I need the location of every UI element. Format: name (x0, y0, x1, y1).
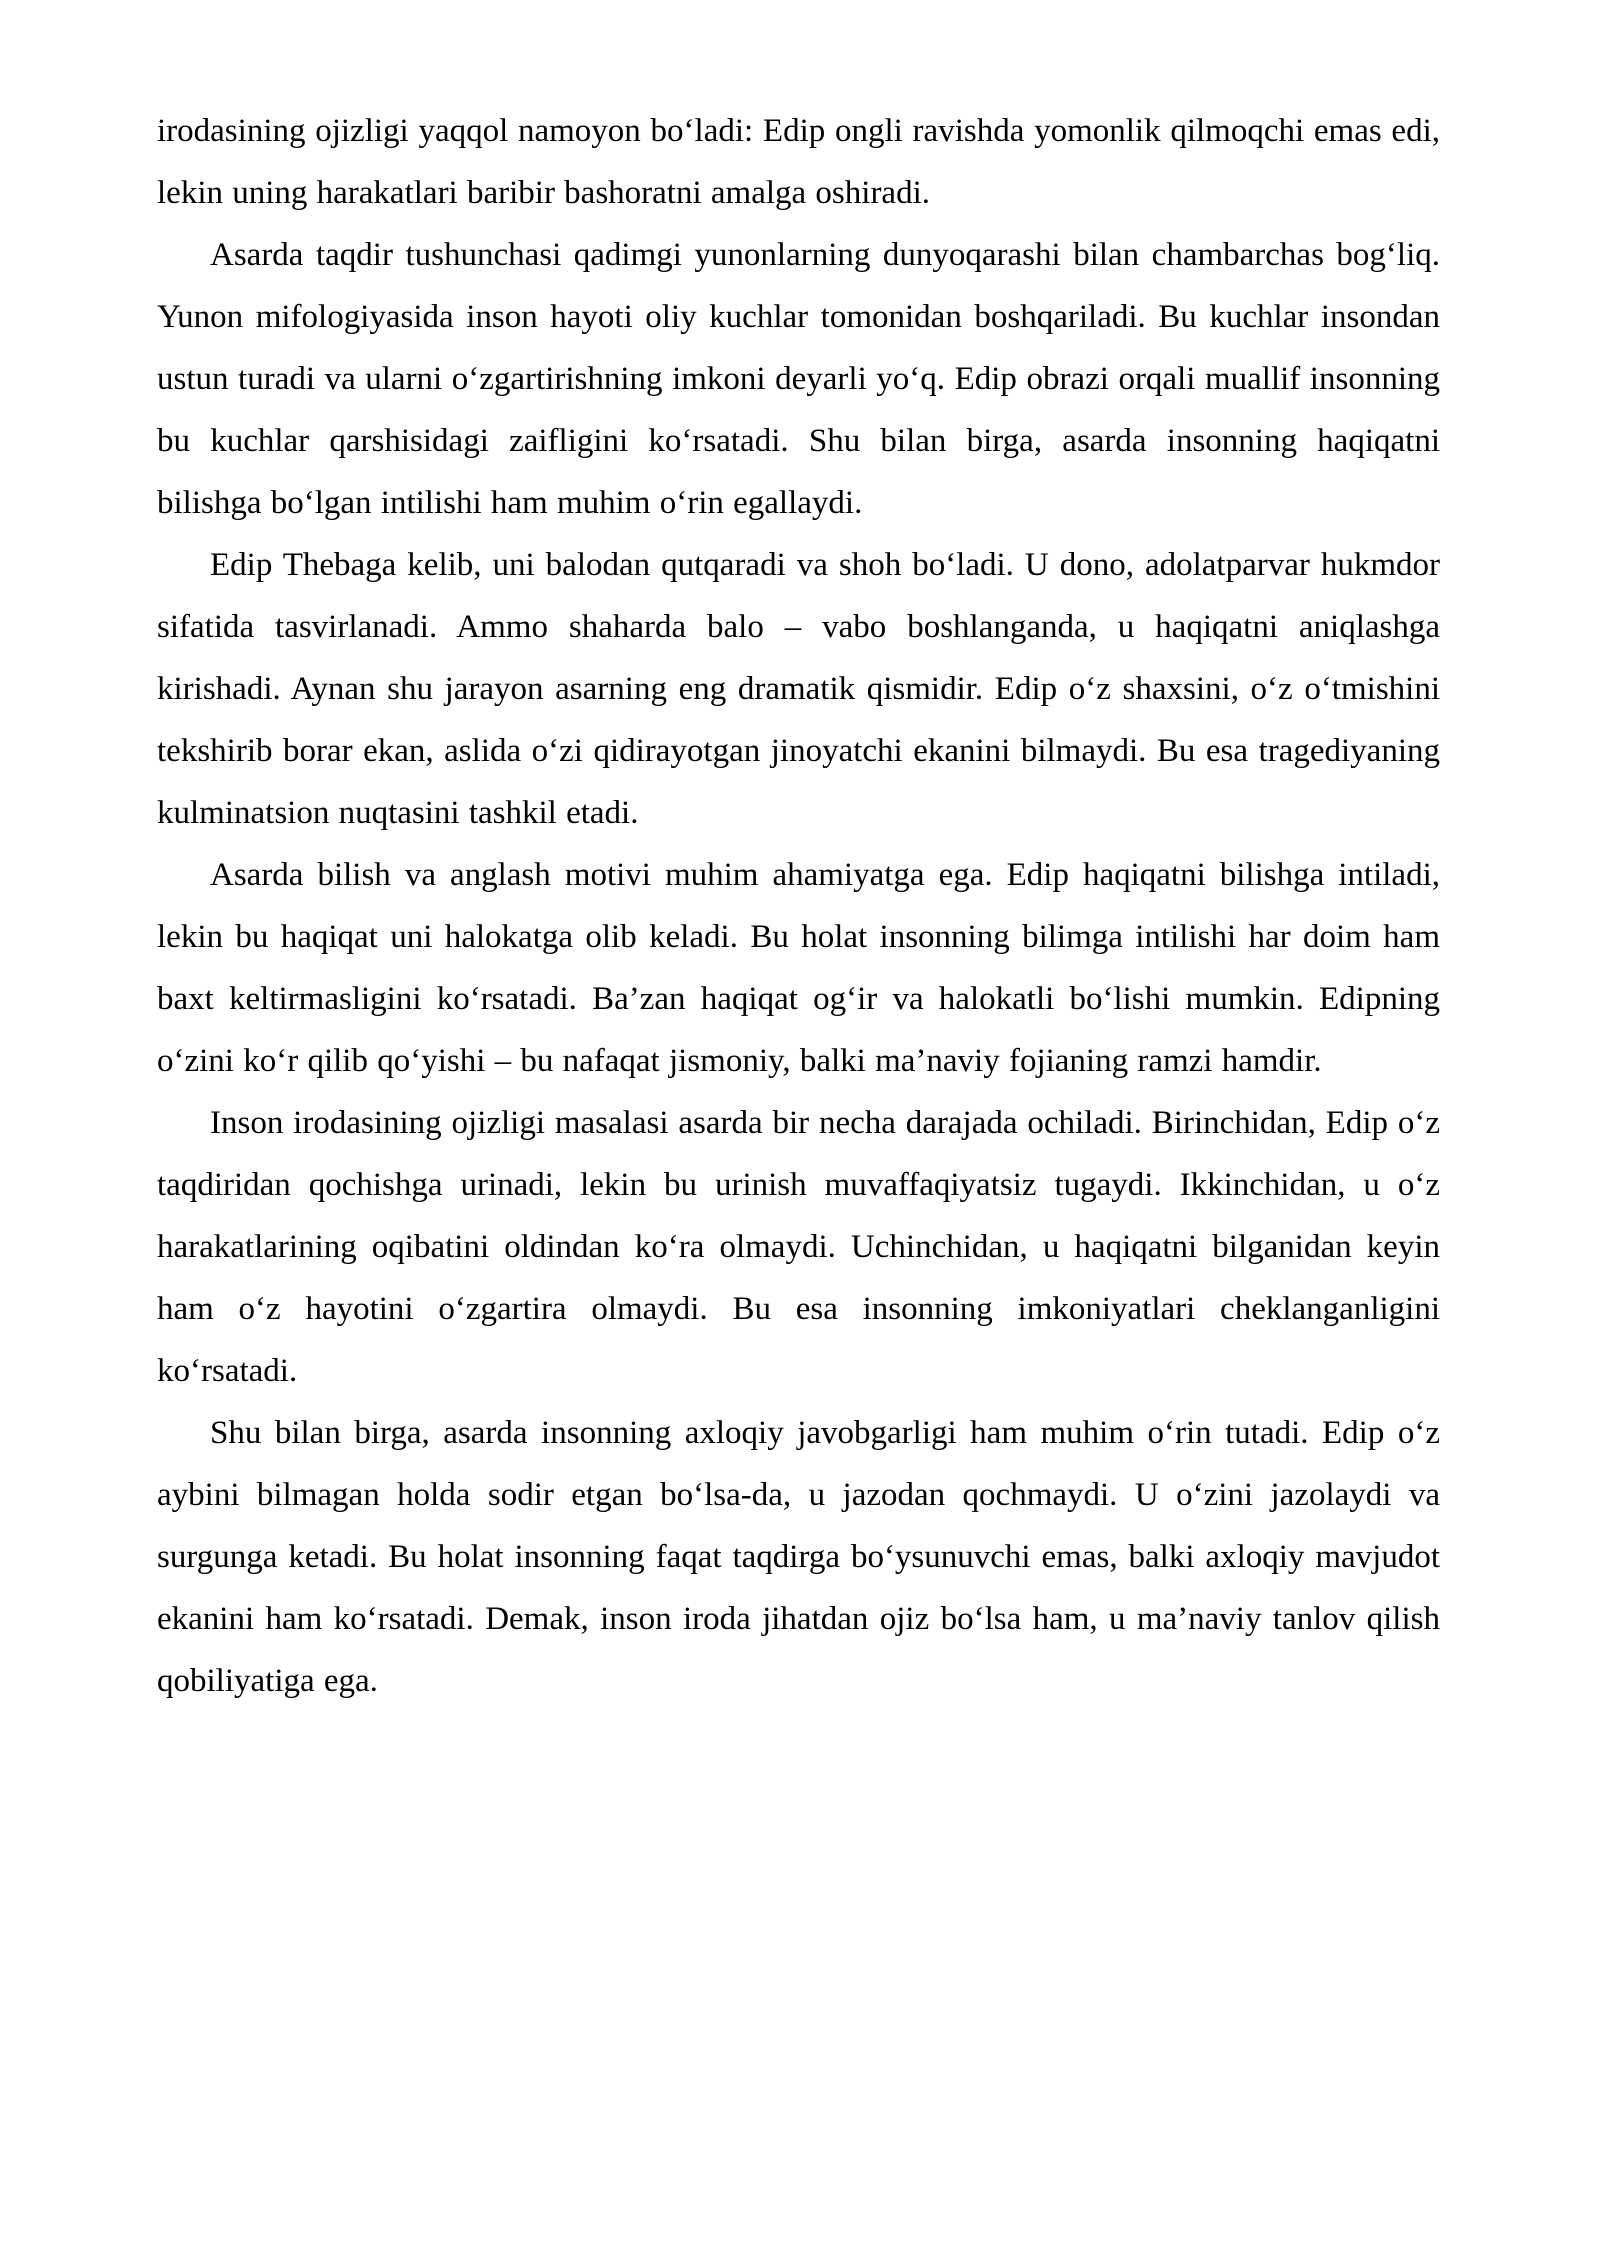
paragraph: Inson irodasining ojizligi masalasi asarda bir necha darajada ochiladi. Birinchidan, Edip oʻz taqdiridan qochishga urinadi, lekin bu urinish muvaffaqiyatsiz tugaydi. Ikkinchidan, u oʻz harakatlarining oqibatini oldindan koʻra olmaydi. Uchinchidan, u haqiqatni bilganidan keyin ham oʻz hayotini oʻzgartira olmaydi. Bu esa insonning imkoniyatlari cheklanganligini koʻrsatadi. (157, 1105, 1440, 1389)
paragraph: Asarda taqdir tushunchasi qadimgi yunonlarning dunyoqarashi bilan chambarchas bogʻliq. Yunon mifologiyasida inson hayoti oliy kuchlar tomonidan boshqariladi. Bu kuchlar insondan ustun turadi va ularni oʻzgartirishning imkoni deyarli yoʻq. Edip obrazi orqali muallif insonning bu kuchlar qarshisidagi zaifligini koʻrsatadi. Shu bilan birga, asarda insonning haqiqatni bilishga boʻlgan intilishi ham muhim oʻrin egallaydi. (157, 237, 1440, 521)
paragraph: irodasining ojizligi yaqqol namoyon boʻladi: Edip ongli ravishda yomonlik qilmoqchi emas edi, lekin uning harakatlari baribir bashoratni amalga oshiradi. (157, 113, 1440, 211)
paragraph: Edip Thebaga kelib, uni balodan qutqaradi va shoh boʻladi. U dono, adolatparvar hukmdor sifatida tasvirlanadi. Ammo shaharda balo – vabo boshlanganda, u haqiqatni aniqlashga kirishadi. Aynan shu jarayon asarning eng dramatik qismidir. Edip oʻz shaxsini, oʻz oʻtmishini tekshirib borar ekan, aslida oʻzi qidirayotgan jinoyatchi ekanini bilmaydi. Bu esa tragediyaning kulminatsion nuqtasini tashkil etadi. (157, 547, 1440, 831)
paragraph: Shu bilan birga, asarda insonning axloqiy javobgarligi ham muhim oʻrin tutadi. Edip oʻz aybini bilmagan holda sodir etgan boʻlsa-da, u jazodan qochmaydi. U oʻzini jazolaydi va surgunga ketadi. Bu holat insonning faqat taqdirga boʻysunuvchi emas, balki axloqiy mavjudot ekanini ham koʻrsatadi. Demak, inson iroda jihatdan ojiz boʻlsa ham, u ma’naviy tanlov qilish qobiliyatiga ega. (157, 1415, 1440, 1699)
paragraph: Asarda bilish va anglash motivi muhim ahamiyatga ega. Edip haqiqatni bilishga intiladi, lekin bu haqiqat uni halokatga olib keladi. Bu holat insonning bilimga intilishi har doim ham baxt keltirmasligini koʻrsatadi. Ba’zan haqiqat ogʻir va halokatli boʻlishi mumkin. Edipning oʻzini koʻr qilib qoʻyishi – bu nafaqat jismoniy, balki ma’naviy fojianing ramzi hamdir. (157, 857, 1440, 1079)
